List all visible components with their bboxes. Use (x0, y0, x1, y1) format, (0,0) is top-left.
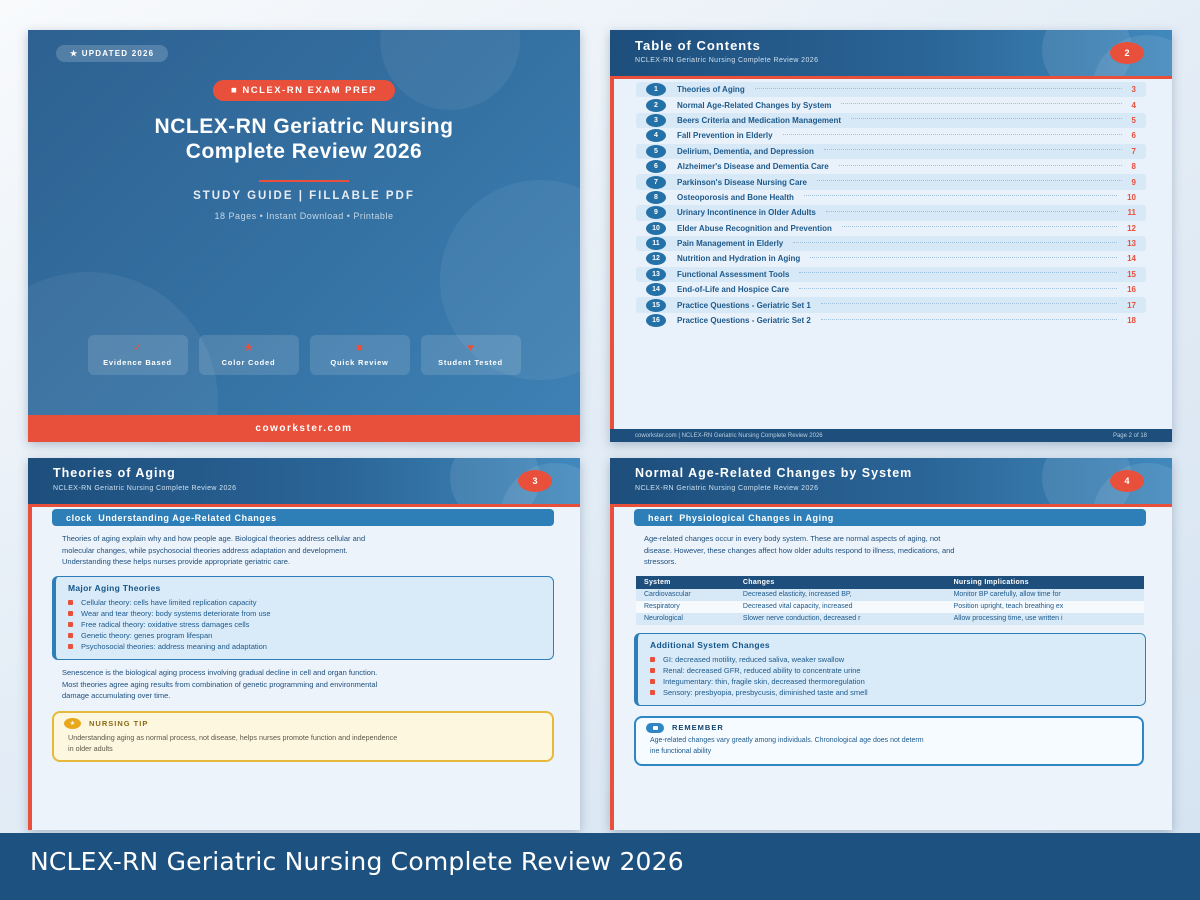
toc-item-page: 13 (1127, 239, 1136, 249)
dotted-leader (799, 272, 1117, 273)
toc-item (636, 82, 1146, 97)
toc-item (636, 267, 1146, 282)
page-number-badge: 2 (1110, 42, 1144, 64)
tip-title: NURSING TIP (89, 718, 149, 728)
table-row (636, 613, 1144, 625)
page-subtitle: NCLEX-RN Geriatric Nursing Complete Review 2026 (635, 485, 819, 492)
bullet-text: Wear and tear theory: body systems deteriorate from use (81, 608, 271, 618)
page-subtitle: NCLEX-RN Geriatric Nursing Complete Review 2026 (635, 57, 819, 64)
toc-item-label: Practice Questions - Geriatric Set 1 (677, 300, 811, 310)
toc-item (636, 221, 1146, 236)
dotted-leader (824, 149, 1122, 150)
dotted-leader (821, 319, 1117, 320)
toc-page (610, 30, 1172, 442)
major-theories-box (52, 576, 554, 660)
toc-item-page: 7 (1131, 146, 1136, 156)
toc-item (636, 174, 1146, 189)
p4-header (610, 458, 1172, 507)
bullet-item (650, 687, 1135, 698)
additional-changes-box (634, 633, 1146, 706)
table-header-cell: System (636, 576, 735, 589)
divider (259, 180, 349, 182)
bullet-text: Sensory: presbyopia, presbycusis, diminished taste and smell (663, 687, 868, 697)
page-title: Theories of Aging (53, 466, 176, 480)
tip-text: Understanding aging as normal process, not disease, helps nurses promote function and independence in older adults (68, 732, 398, 753)
toc-item-number: 4 (646, 129, 666, 142)
toc-item-page: 4 (1131, 100, 1136, 110)
square-bullet-icon (650, 657, 655, 662)
toc-item-label: Pain Management in Elderly (677, 239, 784, 249)
p3-header (28, 458, 580, 507)
toc-item (636, 297, 1146, 312)
square-bullet-icon (68, 644, 73, 649)
listing-title: NCLEX-RN Geriatric Nursing Complete Review 2026 (30, 847, 684, 876)
toc-item-page: 8 (1131, 162, 1136, 172)
square-bullet-icon (68, 600, 73, 605)
cell-implications: Monitor BP carefully, allow time for (946, 589, 1144, 601)
feature-label: Student Tested (438, 358, 503, 367)
bullet-text: Psychosocial theories: address meaning and adaptation (81, 641, 267, 651)
dotted-leader (839, 165, 1122, 166)
toc-item-label: Theories of Aging (677, 85, 745, 95)
nursing-tip-box (52, 711, 554, 762)
dotted-leader (804, 195, 1117, 196)
table-header-cell: Nursing Implications (946, 576, 1144, 589)
toc-item-label: Delirium, Dementia, and Depression (677, 146, 814, 156)
feature-box (199, 335, 299, 375)
toc-item (636, 128, 1146, 143)
cell-implications: Position upright, teach breathing ex (946, 601, 1144, 613)
bullet-text: Cellular theory: cells have limited replication capacity (81, 597, 257, 607)
remember-text: ine functional ability (650, 747, 712, 755)
square-bullet-icon (650, 679, 655, 684)
bullet-item (68, 619, 543, 630)
dotted-leader (793, 242, 1117, 243)
square-bullet-icon (68, 622, 73, 627)
cover-title-line2: Complete Review 2026 (185, 140, 423, 163)
intro-paragraph: Theories of aging explain why and how people age. Biological theories address cellular and molecular changes, while psychosocial theories address adaptation and development. Understanding these helps nurses provide appropriate geriatric care. (62, 534, 366, 567)
dotted-leader (826, 211, 1118, 212)
table-row (636, 589, 1144, 601)
toc-item-label: Nutrition and Hydration in Aging (677, 254, 801, 264)
table-header-row (636, 576, 1144, 589)
table-body (636, 589, 1144, 625)
toc-item-number: 1 (646, 83, 666, 96)
bullet-text: Free radical theory: oxidative stress damages cells (81, 619, 250, 629)
feature-box (310, 335, 410, 375)
cover-subtitle: STUDY GUIDE | FILLABLE PDF (193, 190, 415, 202)
toc-item-label: Elder Abuse Recognition and Prevention (677, 223, 832, 233)
toc-item (636, 159, 1146, 174)
page-title: Table of Contents (635, 38, 761, 53)
remember-title: REMEMBER (672, 723, 724, 733)
cell-implications: Allow processing time, use written i (946, 613, 1144, 625)
toc-item (636, 190, 1146, 205)
cell-system: Cardiovascular (636, 589, 735, 601)
cell-system: Neurological (636, 613, 735, 625)
toc-item-label: Functional Assessment Tools (677, 269, 790, 279)
box-title: Major Aging Theories (68, 582, 161, 593)
bullet-text: GI: decreased motility, reduced saliva, weaker swallow (663, 654, 845, 664)
feature-icon: ★ (243, 342, 254, 354)
cell-changes: Decreased vital capacity, increased (735, 601, 946, 613)
toc-item (636, 144, 1146, 159)
cover-footer: coworkster.com (28, 415, 580, 442)
toc-item-number: 5 (646, 145, 666, 158)
dotted-leader (842, 226, 1117, 227)
toc-item-label: Urinary Incontinence in Older Adults (677, 208, 816, 218)
feature-label: Quick Review (330, 358, 389, 367)
toc-list (636, 82, 1146, 328)
box-bullets (650, 654, 1135, 698)
p3-body (32, 507, 580, 830)
p4-body (614, 507, 1172, 830)
bullet-item (650, 665, 1135, 676)
table-header-cell: Changes (735, 576, 946, 589)
feature-icon: ♥ (467, 342, 474, 354)
feature-label: Evidence Based (103, 358, 172, 367)
dotted-leader (810, 257, 1117, 258)
bullet-item (68, 630, 543, 641)
pill-icon (646, 723, 664, 733)
toc-item-label: Beers Criteria and Medication Management (677, 115, 842, 125)
toc-footer (610, 429, 1172, 442)
square-bullet-icon (650, 668, 655, 673)
table-row (636, 601, 1144, 613)
toc-item-number: 10 (646, 222, 666, 235)
toc-item-page: 17 (1127, 300, 1136, 310)
toc-item-page: 15 (1127, 269, 1136, 279)
changes-page (610, 458, 1172, 830)
toc-item-number: 3 (646, 114, 666, 127)
toc-item-number: 15 (646, 299, 666, 312)
bullet-text: Integumentary: thin, fragile skin, decreased thermoregulation (663, 676, 865, 686)
toc-item-number: 11 (646, 237, 666, 250)
toc-item-number: 9 (646, 206, 666, 219)
toc-item (636, 97, 1146, 112)
toc-item-label: Practice Questions - Geriatric Set 2 (677, 316, 811, 326)
systems-table (636, 576, 1144, 625)
bullet-text: Renal: decreased GFR, reduced ability to concentrate urine (663, 665, 861, 675)
toc-item-page: 6 (1131, 131, 1136, 141)
box-title: Additional System Changes (650, 639, 770, 650)
red-accent-strip (610, 79, 614, 429)
feature-label: Color Coded (221, 358, 276, 367)
toc-item-label: Parkinson's Disease Nursing Care (677, 177, 807, 187)
dotted-leader (851, 118, 1122, 119)
toc-item-page: 5 (1131, 115, 1136, 125)
cell-system: Respiratory (636, 601, 735, 613)
toc-item (636, 113, 1146, 128)
updated-badge: ★ UPDATED 2026 (56, 45, 168, 62)
bullet-item (68, 608, 543, 619)
feature-icon: ■ (356, 342, 363, 354)
toc-item-label: Alzheimer's Disease and Dementia Care (677, 162, 829, 172)
theories-page (28, 458, 580, 830)
decorative-circle (380, 30, 520, 110)
dotted-leader (817, 180, 1122, 181)
feature-box (88, 335, 188, 375)
footer-right: Page 2 of 18 (1112, 432, 1147, 439)
feature-box (421, 335, 521, 375)
dotted-leader (783, 134, 1122, 135)
remember-text: Age-related changes vary greatly among individuals. Chronological age does not determ (650, 736, 924, 744)
feature-boxes (28, 335, 580, 375)
dotted-leader (755, 88, 1122, 89)
toc-item-page: 11 (1127, 208, 1136, 218)
feature-icon: ✓ (132, 342, 143, 354)
toc-item-page: 10 (1127, 192, 1136, 202)
toc-item-label: End-of-Life and Hospice Care (677, 285, 790, 295)
toc-item-label: Osteoporosis and Bone Health (677, 192, 794, 202)
toc-item-number: 6 (646, 160, 666, 173)
toc-item-number: 8 (646, 191, 666, 204)
toc-item-number: 7 (646, 176, 666, 189)
toc-item (636, 236, 1146, 251)
body-paragraph: Senescence is the biological aging process involving gradual decline in cell and organ function. Most theories agree aging results from combination of genetic programming and environmental damage accumulating over time. (62, 667, 378, 701)
toc-item-page: 12 (1127, 223, 1136, 233)
square-bullet-icon (68, 633, 73, 638)
toc-item-number: 14 (646, 283, 666, 296)
cover-meta: 18 Pages • Instant Download • Printable (214, 211, 394, 221)
square-bullet-icon (68, 611, 73, 616)
square-bullet-icon (650, 690, 655, 695)
toc-item-number: 16 (646, 314, 666, 327)
dotted-leader (841, 103, 1121, 104)
intro-paragraph: Age-related changes occur in every body system. These are normal aspects of aging, not disease. However, these changes affect how older adults respond to illness, medications, and stressors. (644, 534, 955, 567)
toc-item-label: Normal Age-Related Changes by System (677, 100, 832, 110)
toc-item-number: 12 (646, 252, 666, 265)
bullet-item (68, 597, 543, 608)
page-title: Normal Age-Related Changes by System (635, 466, 913, 480)
star-icon: ★ (64, 718, 81, 729)
toc-header (610, 30, 1172, 79)
box-bullets (68, 597, 543, 652)
dotted-leader (821, 303, 1117, 304)
toc-item-page: 3 (1131, 85, 1136, 95)
toc-item-number: 2 (646, 99, 666, 112)
toc-item (636, 251, 1146, 266)
toc-item-page: 14 (1127, 254, 1136, 264)
cover-page (28, 30, 580, 442)
remember-header (646, 723, 1132, 733)
cell-changes: Slower nerve conduction, decreased r (735, 613, 946, 625)
toc-item (636, 313, 1146, 328)
cell-changes: Decreased elasticity, increased BP, (735, 589, 946, 601)
toc-item-label: Fall Prevention in Elderly (677, 131, 773, 141)
page-number-badge: 3 (518, 470, 552, 492)
toc-item (636, 205, 1146, 220)
exam-prep-pill: ■ NCLEX-RN EXAM PREP (213, 80, 395, 101)
bullet-item (650, 676, 1135, 687)
section-bar: clock Understanding Age-Related Changes (52, 509, 554, 526)
bullet-item (650, 654, 1135, 665)
dotted-leader (799, 288, 1117, 289)
bullet-text: Genetic theory: genes program lifespan (81, 630, 213, 640)
section-bar: heart Physiological Changes in Aging (634, 509, 1146, 526)
toc-item-page: 9 (1131, 177, 1136, 187)
page-number-badge: 4 (1110, 470, 1144, 492)
toc-item-page: 16 (1127, 285, 1136, 295)
bullet-item (68, 641, 543, 652)
cover-title-line1: NCLEX-RN Geriatric Nursing (154, 115, 454, 138)
remember-lines (646, 736, 1132, 758)
tip-header (64, 718, 542, 729)
page-subtitle: NCLEX-RN Geriatric Nursing Complete Review 2026 (53, 485, 237, 492)
cover-title (28, 114, 580, 164)
remember-box (634, 716, 1144, 766)
bottom-title-bar (0, 833, 1200, 900)
toc-item-number: 13 (646, 268, 666, 281)
footer-left: coworkster.com | NCLEX-RN Geriatric Nursing Complete Review 2026 (635, 432, 823, 439)
toc-item-page: 18 (1127, 316, 1136, 326)
toc-item (636, 282, 1146, 297)
